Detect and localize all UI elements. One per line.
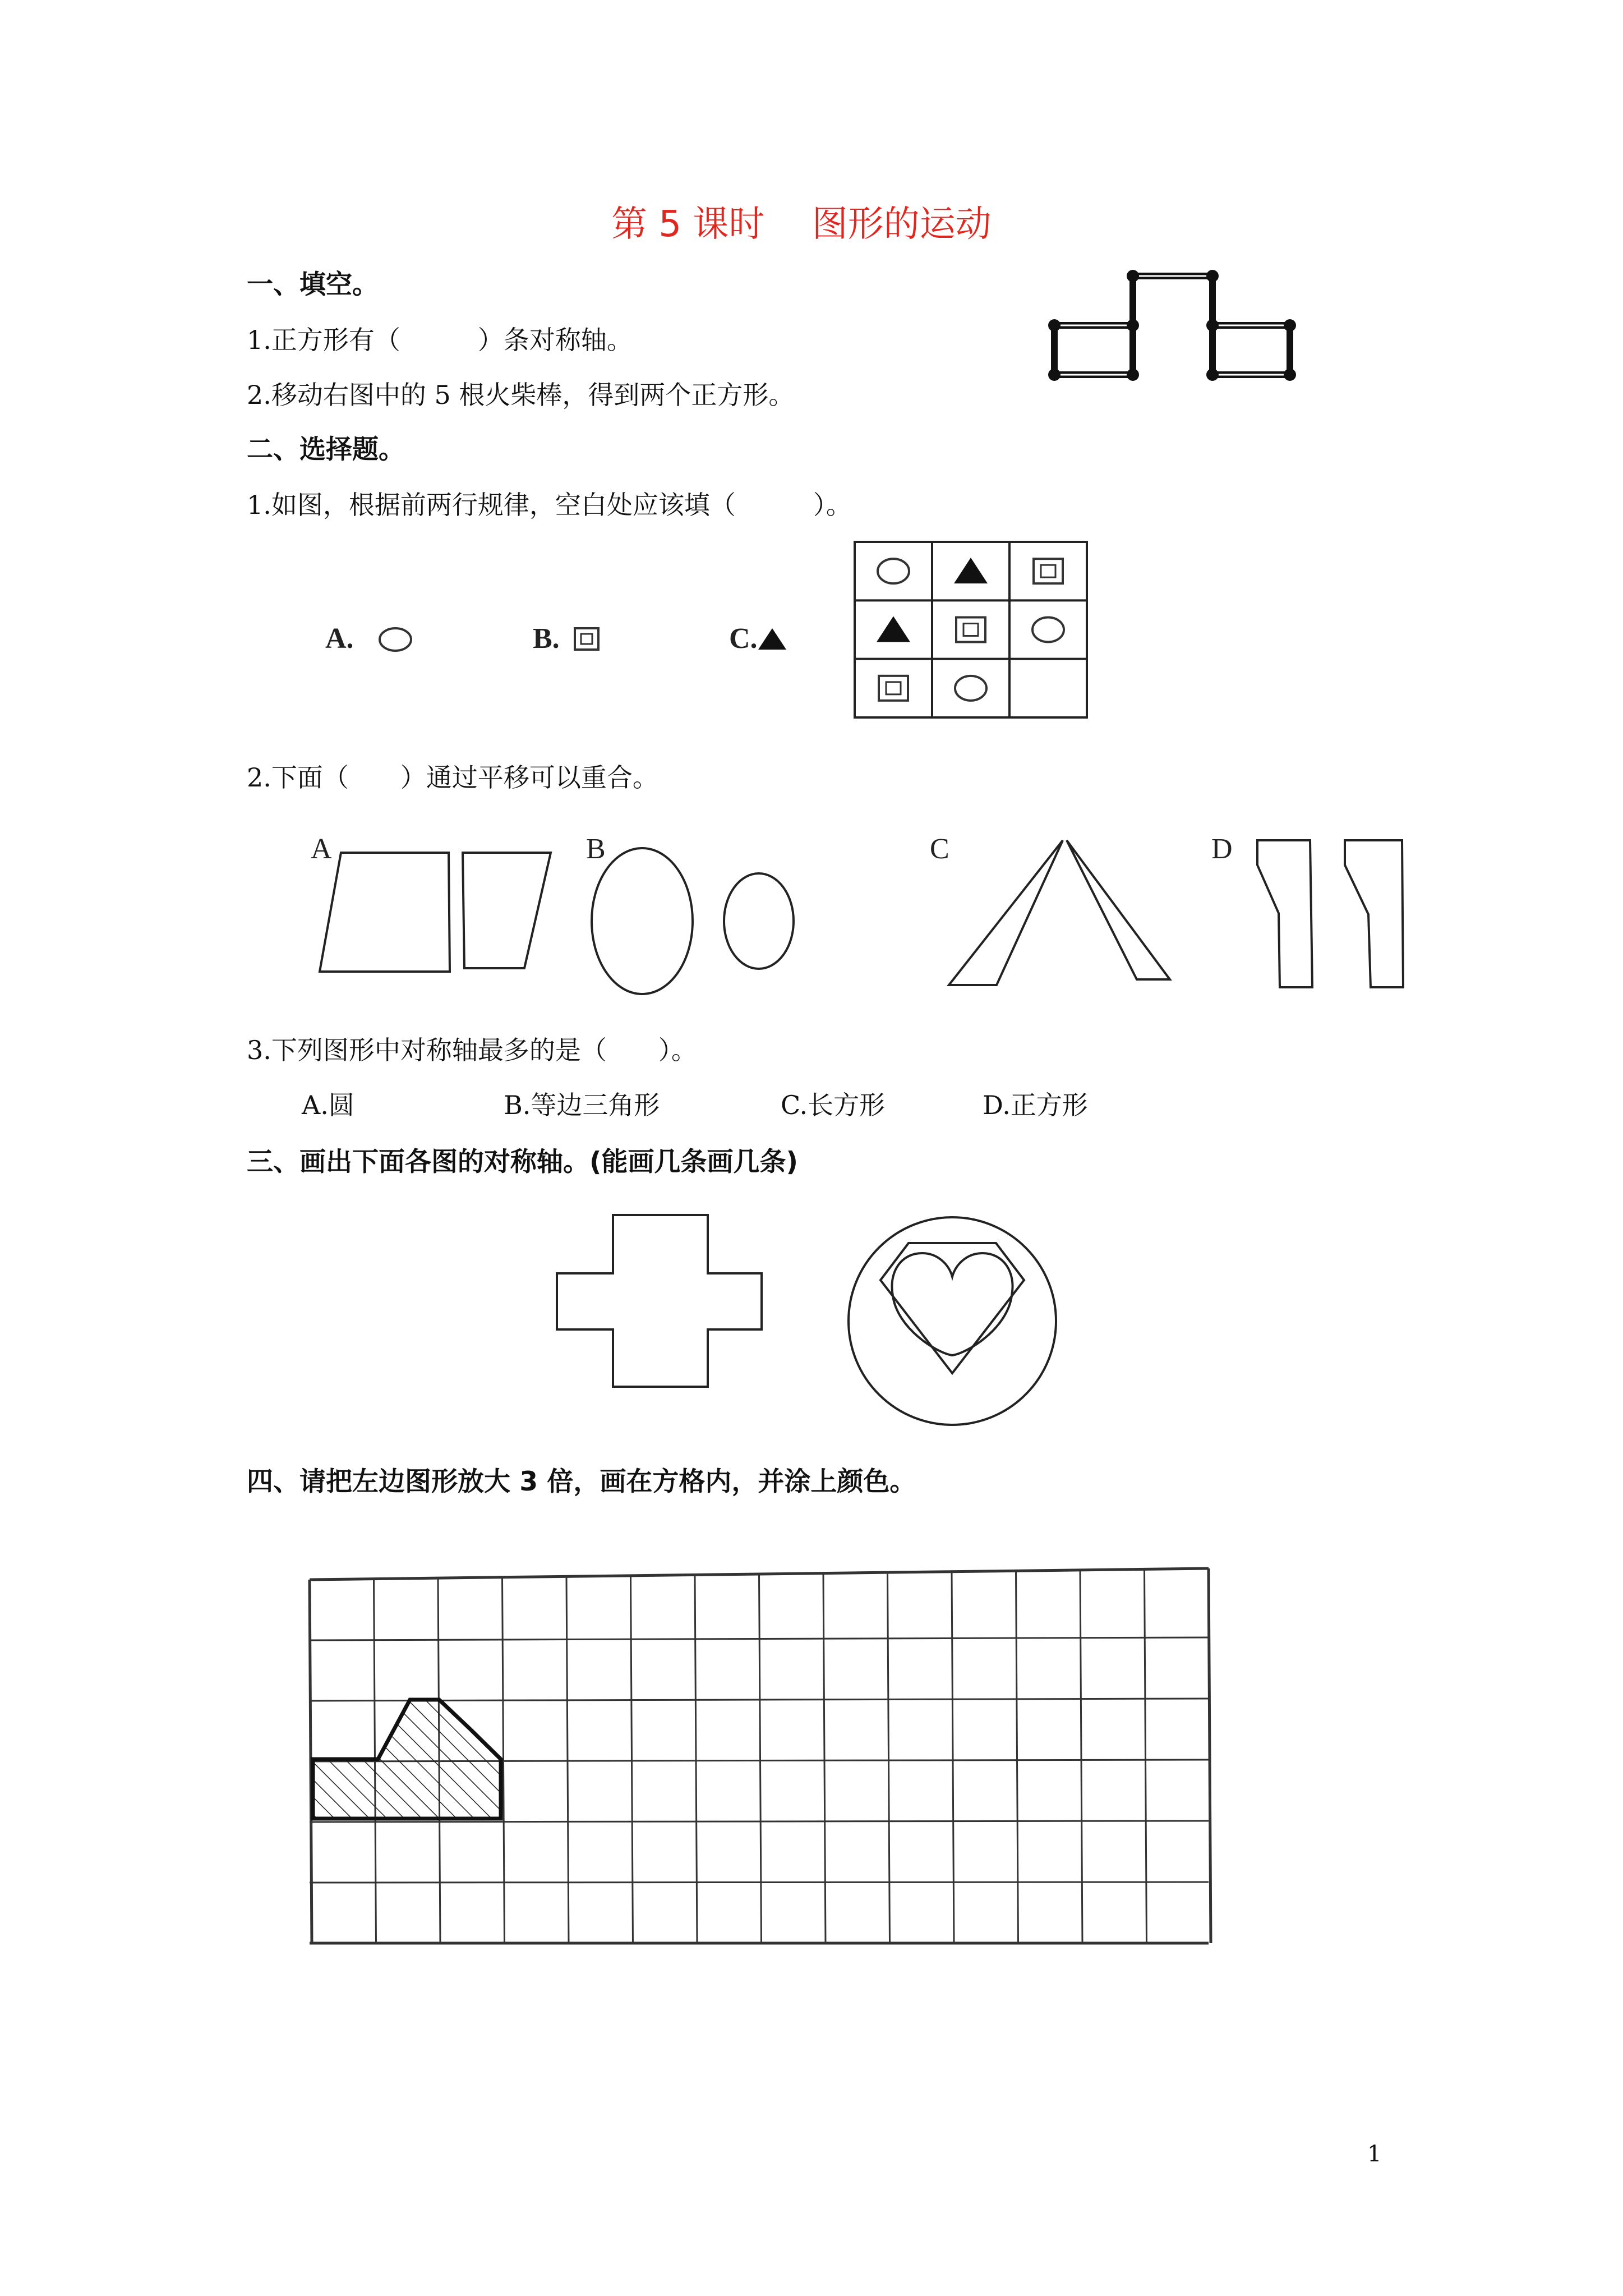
cross-shape xyxy=(557,1215,762,1387)
option-a: A.圆 xyxy=(302,1090,354,1120)
option-a-label: A. xyxy=(325,623,354,655)
triangle-right xyxy=(1067,840,1170,979)
option-d: D.正方形 xyxy=(983,1090,1088,1120)
option-a-label: A xyxy=(311,833,332,865)
grid-row-line xyxy=(310,1882,1209,1883)
page-number: 1 xyxy=(1367,2141,1382,2167)
circle-icon xyxy=(1032,617,1064,642)
option-b: B.等边三角形 xyxy=(504,1090,660,1120)
bent-bar-left xyxy=(1257,840,1312,987)
grid-column-line xyxy=(888,1572,890,1943)
triangle-icon xyxy=(877,616,910,642)
parallelogram-left xyxy=(320,853,450,972)
section-3-heading: 三、画出下面各图的对称轴。(能画几条画几条) xyxy=(247,1147,798,1177)
diamond-shape xyxy=(880,1243,1024,1373)
question-1-2: 2.移动右图中的 5 根火柴棒，得到两个正方形。 xyxy=(247,380,795,410)
heart-icon xyxy=(892,1253,1012,1355)
option-b-label: B xyxy=(586,833,606,865)
section-4-heading: 四、请把左边图形放大 3 倍，画在方格内，并涂上颜色。 xyxy=(247,1466,916,1497)
small-ellipse xyxy=(724,873,794,969)
bent-bar-right xyxy=(1345,840,1403,987)
grid-column-line xyxy=(695,1575,697,1943)
framed-square-icon xyxy=(1034,559,1063,583)
outer-circle xyxy=(849,1217,1056,1425)
grid-column-line xyxy=(759,1574,762,1943)
grid-column-line xyxy=(1080,1570,1082,1943)
section-1-heading: 一、填空。 xyxy=(247,269,379,300)
circle-icon xyxy=(955,676,986,701)
grid-row-line xyxy=(310,1699,1209,1701)
grid-column-line xyxy=(1016,1571,1018,1943)
option-c-label: C. xyxy=(729,623,758,655)
question-2-1-options xyxy=(325,606,830,673)
matchstick-figure xyxy=(1043,269,1346,387)
grid-row-line xyxy=(310,1821,1209,1822)
option-d-label: D xyxy=(1211,833,1233,865)
triangle-left xyxy=(949,840,1063,985)
question-2-3: 3.下列图形中对称轴最多的是（ ）。 xyxy=(247,1035,697,1065)
triangle-icon xyxy=(758,628,786,650)
question-2-1: 1.如图，根据前两行规律，空白处应该填（ ）。 xyxy=(247,490,852,520)
hatched-house-outline xyxy=(313,1700,501,1819)
circle-icon xyxy=(380,628,411,651)
translation-shapes xyxy=(303,825,1424,1010)
option-c: C.长方形 xyxy=(781,1090,886,1120)
question-2-2: 2.下面（ ）通过平移可以重合。 xyxy=(247,762,658,793)
question-1-1: 1.正方形有（ ）条对称轴。 xyxy=(247,325,633,355)
triangle-icon xyxy=(954,558,988,583)
framed-square-icon xyxy=(575,628,598,650)
pattern-grid xyxy=(852,540,1088,719)
option-b-label: B. xyxy=(533,623,560,655)
grid-column-line xyxy=(823,1573,826,1943)
option-c-label: C xyxy=(930,833,949,865)
grid-column-line xyxy=(1209,1568,1211,1943)
page-title: 第 5 课时 图形的运动 xyxy=(611,204,992,245)
grid-column-line xyxy=(631,1576,633,1943)
enlargement-grid xyxy=(307,1565,1205,1958)
grid-column-line xyxy=(566,1576,569,1943)
parallelogram-right xyxy=(463,853,551,968)
framed-square-icon xyxy=(956,617,985,642)
framed-square-icon xyxy=(879,676,908,701)
symmetry-figures xyxy=(550,1206,1077,1430)
grid-column-line xyxy=(1145,1569,1147,1943)
section-2-heading: 二、选择题。 xyxy=(247,434,405,465)
circle-icon xyxy=(878,559,909,583)
large-ellipse xyxy=(592,848,693,994)
grid-column-line xyxy=(952,1572,954,1943)
